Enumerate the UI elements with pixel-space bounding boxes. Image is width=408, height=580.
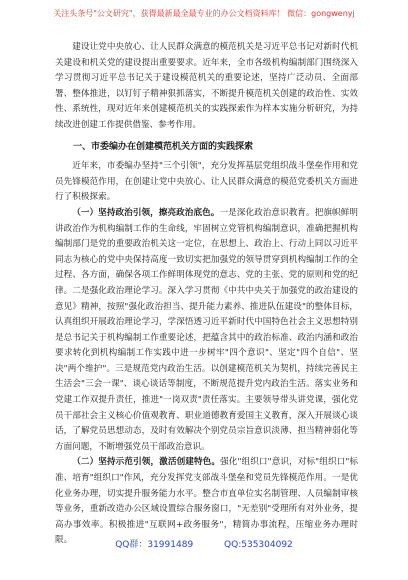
- intro-paragraph: 建设让党中央放心、让人民群众满意的模范机关是习近平总书记对新时代机关建设和机关党的建设提出重要要求。近年来，全市各级机构编制部门围绕深入学习贯彻习近平总书记关于建设模范机关的重要论述，坚持广泛动员、全面部署、整体推进，以钉钉子精神狠抓落实，不断提升模范机关创建的政治性、实效性、系统性，现对近年来创建模范机关的实践探索作为样本实施分析研究，为持续改进创建工作提供借鉴、参考作用。: [55, 42, 358, 130]
- item2-lead: （二）坚持示范引领，激活创建特色。: [72, 457, 221, 468]
- document-body: [55, 40, 358, 549]
- footer-qq-group: QQ群：31991489: [115, 540, 194, 550]
- footer-qq-number: QQ:535304092: [224, 540, 293, 550]
- page-footer: [0, 537, 408, 550]
- item2-paragraph: [55, 455, 358, 549]
- section-heading: 一、市委编办在创建模范机关方面的实践探索: [73, 141, 254, 152]
- page-header: 关注头条号"公文研究"，获得最新最全最专业的办公文档资料库！ 微信：gongwenyj: [53, 9, 355, 18]
- item1-paragraph: [55, 206, 358, 456]
- item2-body: 强化"组织口"意识，对标"组织口"标准、培育"组织口"作风，充分发挥党支部战斗堡垒和党员先锋模范作用。一是优化业务办理，切实提升服务能力水平。整合市直单位实名制管理、人员编制审核等业务，重新改造办公区域设置综合服务窗口，"无差别"受理所有对外业务，提高办事效率。积极推进"互联网+政务服务"，精简办事流程，压缩业务办理时限。: [55, 457, 358, 546]
- item1-lead: （一）坚持政治引领，擦亮政治底色。: [72, 207, 220, 218]
- item1-body: 一是深化政治意识教育。把旗帜鲜明讲政治作为机构编制工作的生命线，牢固树立党管机构编制意识，准确把握机构编制部门是党的重要政治机关这一定位，在思想上、政治上、行动上同以习近平同志为核心的党中央保持高度一致切实把加强党的领导贯穿到机构编制工作的全过程、各方面，确保各项工作鲜明体现党的意志、党的主张、党的原则和党的纪律。二是强化政治理论学习。深入学习贯彻《中共中央关于加强党的政治建设的意见》精神，按照"强化政治担当、提升能力素养、推进队伍建设"的整体目标，认真组织开展政治理论学习，学深悟透习近平新时代中国特色社会主义思想特别是总书记关于机构编制工作重要论述，把蕴含其中的政治标准、政治内涵和政治要求转化到机构编制工作实践中进一步树牢"四个意识"、坚定"四个自信"、坚决"两个维护"。三是规范党内政治生活。以创建模范机关为契机，持续完善民主生活会"三会一课"、谈心谈话等制度，不断规范提升党内政治生活。落实业务和党建工作双提升责任，推进"一岗双责"责任落实。主要领导带头讲党课，强化党员干部社会主义核心价值观教育、职业道德教育爱国主义教育，深入开展谈心谈话，了解党员思想动态，及时有效解决个别党员宗旨意识淡薄、担当精神弱化等方面问题，不断增强党员干部政治意识。: [55, 207, 358, 452]
- section-intro-paragraph: 近年来，市委编办坚持"三个引领"，充分发挥基层党组织战斗堡垒作用和党员先锋模范作用，在创建让党中央放心、让人民群众满意的模范党委机关方面进行了积极探索。: [55, 161, 358, 203]
